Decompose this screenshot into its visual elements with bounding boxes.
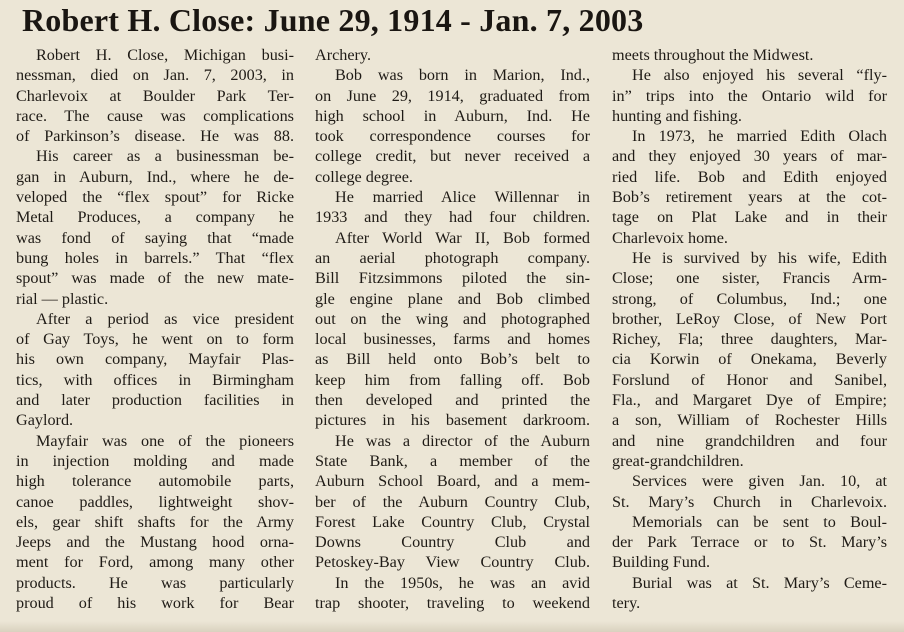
text-line: ried life. Bob and Edith enjoyed <box>612 167 887 186</box>
text-line: high school in Auburn, Ind. He <box>315 106 590 125</box>
text-line: a son, William of Rochester Hills <box>612 411 887 430</box>
text-line: Archery. <box>315 46 372 64</box>
text-line: Services were given Jan. 10, at <box>632 472 887 491</box>
text-line: products. He was particularly <box>16 573 294 592</box>
text-line: then developed and printed the <box>315 391 590 410</box>
text-line: canoe paddles, lightweight shov- <box>16 492 294 511</box>
text-line: Robert H. Close, Michigan busi- <box>36 46 294 64</box>
text-line: was fond of saying that “made <box>16 228 294 247</box>
text-line: and they enjoyed 30 years of mar- <box>612 147 887 166</box>
text-line: meets throughout the Midwest. <box>612 46 814 64</box>
text-line: Close; one sister, Francis Arm- <box>612 269 887 288</box>
text-line: in” trips into the Ontario wild for <box>612 86 887 105</box>
text-line: his own company, Mayfair Plas- <box>16 350 294 369</box>
text-line: of Parkinson’s disease. He was 88. <box>16 127 294 146</box>
text-line: Petoskey-Bay View Country Club. <box>315 553 590 572</box>
text-line: He married Alice Willennar in <box>335 188 590 207</box>
text-line: keep him from falling off. Bob <box>315 370 590 389</box>
text-line: Bob’s retirement years at the cot- <box>612 188 887 207</box>
text-line: cia Korwin of Onekama, Beverly <box>612 350 887 369</box>
text-line: ber of the Auburn Country Club, <box>315 492 590 511</box>
text-line: rial — plastic. <box>16 289 109 308</box>
text-line: His career as a businessman be- <box>36 147 294 166</box>
text-line: He is survived by his wife, Edith <box>632 248 887 267</box>
text-line: Bill Fitzsimmons piloted the sin- <box>315 269 590 288</box>
text-line: trap shooter, traveling to weekend <box>315 594 590 613</box>
text-line: els, gear shift shafts for the Army <box>16 512 294 531</box>
text-line: on June 29, 1914, graduated from <box>315 86 590 105</box>
article-column-3 <box>612 45 887 613</box>
text-line: Auburn School Board, and a mem- <box>315 472 590 491</box>
text-line: Charlevoix home. <box>612 228 728 247</box>
text-line: Metal Produces, a company he <box>16 208 294 227</box>
text-line: veloped the “flex spout” for Ricke <box>16 188 294 207</box>
text-line: Bob was born in Marion, Ind., <box>335 66 590 85</box>
text-line: After World War II, Bob formed <box>335 228 590 247</box>
text-line: in injection molding and made <box>16 451 294 470</box>
text-line: hunting and fishing. <box>612 106 742 125</box>
text-line: pictures in his basement darkroom. <box>315 411 590 430</box>
text-line: high tolerance automobile parts, <box>16 472 294 491</box>
text-line: He also enjoyed his several “fly- <box>632 66 887 85</box>
text-line: Gaylord. <box>16 411 74 430</box>
text-line: 1933 and they had four children. <box>315 208 590 227</box>
article-column-1 <box>16 45 294 613</box>
text-line: St. Mary’s Church in Charlevoix. <box>612 492 887 511</box>
text-line: took correspondence courses for <box>315 127 590 146</box>
text-line: spout” was made of the new mate- <box>16 269 294 288</box>
text-line: gan in Auburn, Ind., where he de- <box>16 167 294 186</box>
text-line: State Bank, a member of the <box>315 451 590 470</box>
text-line: Richey, Fla; three daughters, Mar- <box>612 330 887 349</box>
text-line: Fla., and Margaret Dye of Empire; <box>612 391 887 410</box>
text-line: Jeeps and the Mustang hood orna- <box>16 533 294 552</box>
text-line: and nine grandchildren and four <box>612 431 887 450</box>
text-line: an aerial photograph company. <box>315 248 590 267</box>
text-line: He was a director of the Auburn <box>335 431 590 450</box>
text-line: of Gay Toys, he went on to form <box>16 330 294 349</box>
text-line: Charlevoix at Boulder Park Ter- <box>16 86 294 105</box>
text-line: as Bill held onto Bob’s belt to <box>315 350 590 369</box>
text-line: Downs Country Club and <box>315 533 590 552</box>
text-line: In the 1950s, he was an avid <box>335 573 590 592</box>
text-line: and later production facilities in <box>16 391 294 410</box>
text-line: local businesses, farms and homes <box>315 330 590 349</box>
text-line: nessman, died on Jan. 7, 2003, in <box>16 66 294 85</box>
text-line: out on the wing and photographed <box>315 309 590 328</box>
text-line: brother, LeRoy Close, of New Port <box>612 309 887 328</box>
text-line: Building Fund. <box>612 553 711 572</box>
text-line: great-grandchildren. <box>612 451 744 470</box>
text-line: college degree. <box>315 167 413 186</box>
text-line: Forslund of Honor and Sanibel, <box>612 370 887 389</box>
text-line: Forest Lake Country Club, Crystal <box>315 512 590 531</box>
text-line: tage on Plat Lake and in their <box>612 208 887 227</box>
text-line: college credit, but never received a <box>315 147 590 166</box>
text-line: After a period as vice president <box>36 309 294 328</box>
text-line: Mayfair was one of the pioneers <box>36 431 294 450</box>
text-line: tics, with offices in Birmingham <box>16 370 294 389</box>
text-line: Burial was at St. Mary’s Ceme- <box>632 573 887 592</box>
text-line: In 1973, he married Edith Olach <box>632 127 887 146</box>
article-headline: Robert H. Close: June 29, 1914 - Jan. 7, 2003 <box>22 2 644 38</box>
text-line: ment for Ford, among many other <box>16 553 294 572</box>
text-line: proud of his work for Bear <box>16 594 294 613</box>
text-line: der Park Terrace or to St. Mary’s <box>612 533 887 552</box>
article-column-2 <box>315 45 590 613</box>
text-line: strong, of Columbus, Ind.; one <box>612 289 887 308</box>
text-line: gle engine plane and Bob climbed <box>315 289 590 308</box>
text-line: bung holes in barrels.” That “flex <box>16 248 294 267</box>
page-bottom-edge <box>0 621 904 632</box>
text-line: race. The cause was complications <box>16 106 294 125</box>
text-line: tery. <box>612 594 641 613</box>
text-line: Memorials can be sent to Boul- <box>632 512 887 531</box>
